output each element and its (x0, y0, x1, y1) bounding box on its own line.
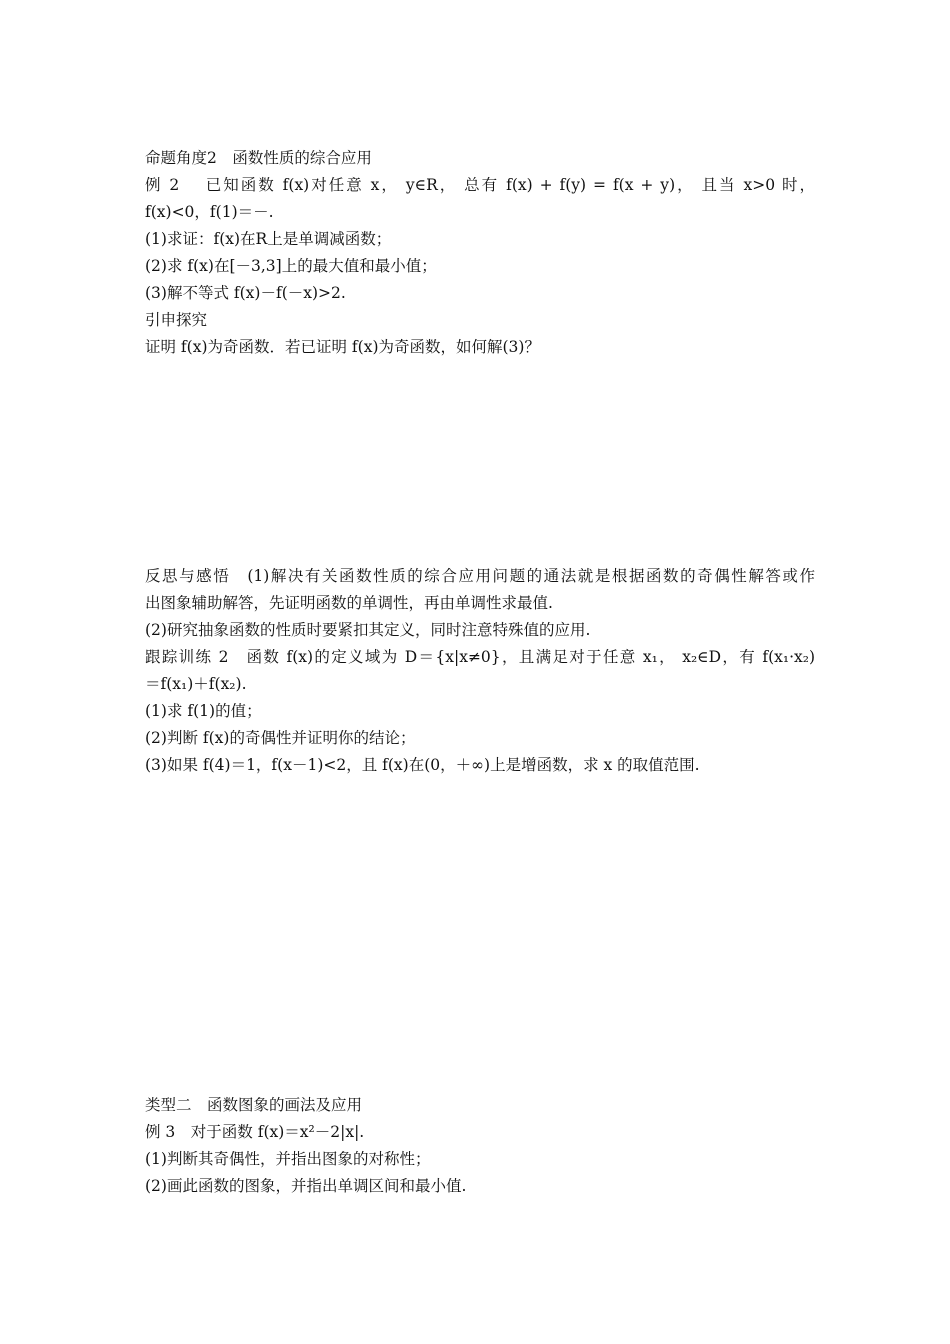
example-3-question-2: (2)画此函数的图象，并指出单调区间和最小值. (145, 1177, 467, 1195)
reflection-line-3: (2)研究抽象函数的性质时要紧扣其定义，同时注意特殊值的应用. (145, 621, 591, 639)
training-2-question-1: (1)求 f(1)的值； (145, 702, 262, 720)
example-2-question-1: (1)求证：f(x)在R上是单调减函数； (145, 230, 392, 248)
example-2-line-1: 例 2 已知函数 f(x)对任意 x， y∈R， 总有 f(x) + f(y) = f(x + y)， 且当 x>0 时， (145, 176, 815, 194)
example-2-line-2: f(x)<0，f(1)＝－. (145, 203, 274, 221)
extension-heading: 引申探究 (145, 311, 208, 329)
reflection-line-1: 反思与感悟 (1)解决有关函数性质的综合应用问题的通法就是根据函数的奇偶性解答或作 (145, 567, 815, 585)
section-heading-2: 类型二 函数图象的画法及应用 (145, 1096, 363, 1114)
training-2-question-3: (3)如果 f(4)＝1，f(x－1)<2，且 f(x)在(0，＋∞)上是增函数，求 x 的取值范围. (145, 756, 700, 774)
reflection-line-2: 出图象辅助解答，先证明函数的单调性，再由单调性求最值. (145, 594, 553, 612)
example-2-question-3: (3)解不等式 f(x)－f(－x)>2. (145, 284, 346, 302)
example-3-line: 例 3 对于函数 f(x)＝x²－2|x|. (145, 1123, 365, 1141)
training-2-question-2: (2)判断 f(x)的奇偶性并证明你的结论； (145, 729, 416, 747)
training-2-line-1: 跟踪训练 2 函数 f(x)的定义域为 D＝{x|x≠0}，且满足对于任意 x₁， x₂∈D，有 f(x₁·x₂) (145, 648, 815, 666)
example-3-question-1: (1)判断其奇偶性，并指出图象的对称性； (145, 1150, 431, 1168)
example-2-question-2: (2)求 f(x)在[－3,3]上的最大值和最小值； (145, 257, 437, 275)
section-heading-1: 命题角度2 函数性质的综合应用 (145, 149, 372, 167)
extension-text: 证明 f(x)为奇函数．若已证明 f(x)为奇函数，如何解(3)？ (145, 338, 540, 356)
training-2-line-2: ＝f(x₁)＋f(x₂). (145, 675, 247, 693)
